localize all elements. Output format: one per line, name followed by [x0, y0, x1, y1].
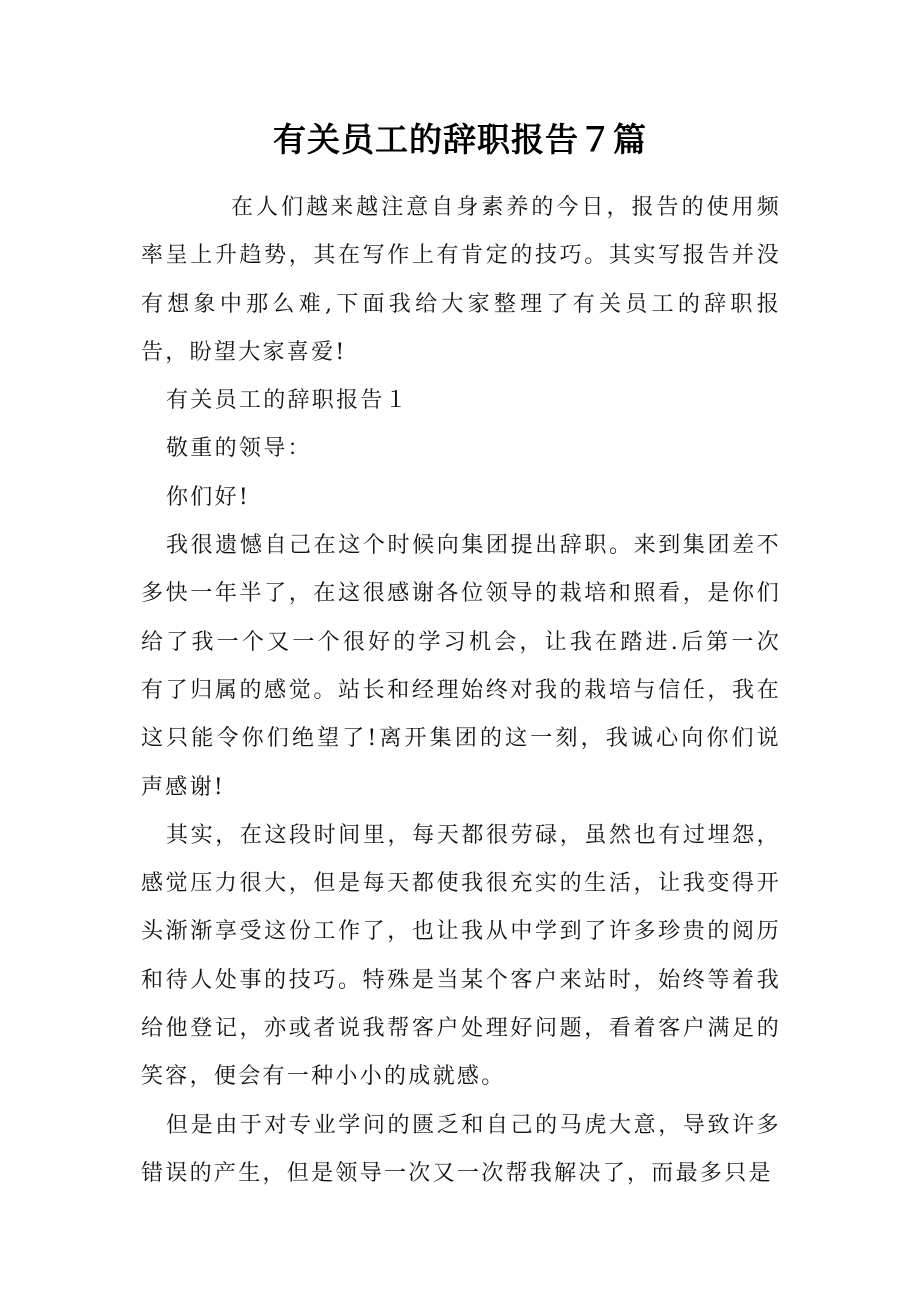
intro-paragraph: 在人们越来越注意自身素养的今日，报告的使用频率呈上升趋势，其在写作上有肯定的技巧。其实写报告并没有想象中那么难,下面我给大家整理了有关员工的辞职报告，盼望大家喜爱!: [141, 195, 781, 365]
body-paragraph: 但是由于对专业学问的匮乏和自己的马虎大意，导致许多错误的产生，但是领导一次又一次帮我解决了，而最多只是: [141, 1112, 781, 1186]
body-paragraph: 我很遗憾自己在这个时候向集团提出辞职。来到集团差不多快一年半了，在这很感谢各位领导的栽培和照看，是你们给了我一个又一个很好的学习机会，让我在踏进.后第一次有了归属的感觉。站长和经理始终对我的栽培与信任，我在这只能令你们绝望了!离开集团的这一刻，我诚心向你们说声感谢!: [141, 533, 781, 800]
body-paragraph: 其实，在这段时间里，每天都很劳碌，虽然也有过埋怨，感觉压力很大，但是每天都使我很充实的生活，让我变得开头渐渐享受这份工作了，也让我从中学到了许多珍贵的阅历和待人处事的技巧。特殊是当某个客户来站时，始终等着我给他登记，亦或者说我帮客户处理好问题，看着客户满足的笑容，便会有一种小小的成就感。: [141, 822, 781, 1090]
document-title: 有关员工的辞职报告７篇: [273, 120, 647, 159]
salutation: 敬重的领导：: [166, 436, 312, 462]
section-heading: 有关员工的辞职报告１: [166, 388, 410, 414]
greeting: 你们好!: [166, 484, 251, 510]
document-body: [141, 184, 781, 1198]
